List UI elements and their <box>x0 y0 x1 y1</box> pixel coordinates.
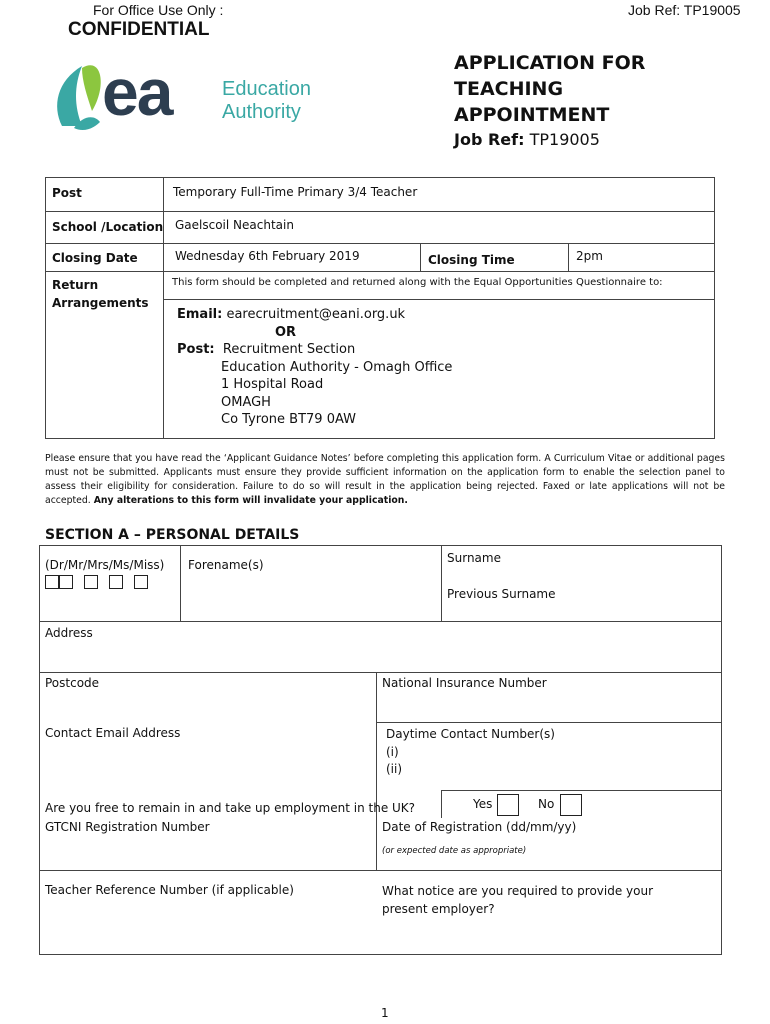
office-use-label: For Office Use Only : <box>93 2 224 18</box>
daytime-ii: (ii) <box>386 762 403 776</box>
registration-date-label: Date of Registration (dd/mm/yy) <box>382 820 577 834</box>
title-line3: APPOINTMENT <box>454 104 610 126</box>
notice-text: Please ensure that you have read the ‘Applicant Guidance Notes’ before completing this application form. A Curriculum Vitae or additional pages must not be submitted. Applicants must ensure they provide sufficient information on the application form to enable the selection panel to assess their eligibility for consideration. Failure to do so will result in the application being rejected. Faxed or late applications will not be accepted. <box>45 453 725 506</box>
closing-date-value: Wednesday 6th February 2019 <box>175 249 360 263</box>
daytime-i: (i) <box>386 744 399 759</box>
title-checkbox-miss[interactable] <box>134 575 148 589</box>
title-checkbox-ms[interactable] <box>109 575 123 589</box>
closing-time-value: 2pm <box>576 249 603 263</box>
return-label-2: Arrangements <box>52 296 149 310</box>
confidential-label: CONFIDENTIAL <box>68 19 210 40</box>
school-value: Gaelscoil Neachtain <box>175 218 294 232</box>
title-checkbox-mr[interactable] <box>59 575 73 589</box>
addr-line4: OMAGH <box>221 394 271 410</box>
title-checkbox-mrs[interactable] <box>84 575 98 589</box>
teacher-ref-label: Teacher Reference Number (if applicable) <box>45 883 294 897</box>
job-ref-value: TP19005 <box>529 130 600 149</box>
post-addr-label: Post: <box>177 342 215 357</box>
registration-date-note: (or expected date as appropriate) <box>382 846 527 856</box>
no-checkbox[interactable] <box>560 794 582 816</box>
or-label: OR <box>275 324 297 340</box>
notice-bold: Any alterations to this form will invalidate your application. <box>93 495 408 506</box>
daytime-contact-block <box>386 726 555 779</box>
postcode-label: Postcode <box>45 676 100 690</box>
addr-line5: Co Tyrone BT79 0AW <box>221 412 356 427</box>
notice-period-line2: present employer? <box>382 901 495 916</box>
closing-time-label: Closing Time <box>428 253 515 267</box>
logo-mark-text: ea <box>102 55 172 129</box>
addr-line1: Recruitment Section <box>222 342 356 357</box>
job-ref-top: Job Ref: TP19005 <box>628 2 741 18</box>
address-label: Address <box>45 626 93 640</box>
return-address-block <box>177 306 452 429</box>
ni-number-label: National Insurance Number <box>382 676 547 690</box>
title-checkboxes <box>45 574 148 593</box>
notice-period-line1: What notice are you required to provide your <box>382 884 654 898</box>
yes-checkbox[interactable] <box>497 794 519 816</box>
ea-logo <box>52 56 342 136</box>
form-title <box>454 50 645 128</box>
notice-period-label <box>382 883 653 918</box>
no-label: No <box>538 797 555 811</box>
page-number: 1 <box>381 1006 389 1020</box>
return-label <box>52 276 149 312</box>
contact-email-label: Contact Email Address <box>45 726 181 740</box>
forename-label: Forename(s) <box>188 558 264 572</box>
daytime-label: Daytime Contact Number(s) <box>386 727 555 741</box>
title-checkbox-dr[interactable] <box>45 575 59 589</box>
title-line2: TEACHING <box>454 78 564 100</box>
school-label: School /Location <box>52 220 164 234</box>
title-label: (Dr/Mr/Mrs/Ms/Miss) <box>45 558 165 572</box>
return-label-1: Return <box>52 278 99 292</box>
return-intro: This form should be completed and returned along with the Equal Opportunities Questionnaire to: <box>172 277 663 288</box>
email-value[interactable]: earecruitment@eani.org.uk <box>226 307 406 322</box>
post-value: Temporary Full-Time Primary 3/4 Teacher <box>173 185 418 199</box>
post-label: Post <box>52 186 82 200</box>
addr-line3: 1 Hospital Road <box>221 377 324 392</box>
title-line1: APPLICATION FOR <box>454 52 646 74</box>
section-a-heading: SECTION A – PERSONAL DETAILS <box>45 527 300 543</box>
job-ref-label: Job Ref: <box>454 130 525 149</box>
logo-line2: Authority <box>222 101 301 123</box>
yes-label: Yes <box>473 797 493 811</box>
surname-label: Surname <box>447 551 501 565</box>
addr-line2: Education Authority - Omagh Office <box>221 359 453 375</box>
title-job-ref <box>454 130 600 149</box>
logo-line1: Education <box>222 78 311 100</box>
guidance-notice <box>45 452 725 508</box>
previous-surname-label: Previous Surname <box>447 587 556 601</box>
email-label: Email: <box>177 307 223 322</box>
closing-date-label: Closing Date <box>52 251 138 265</box>
gtcni-label: GTCNI Registration Number <box>45 820 210 834</box>
free-to-work-label: Are you free to remain in and take up employment in the UK? <box>45 801 416 815</box>
